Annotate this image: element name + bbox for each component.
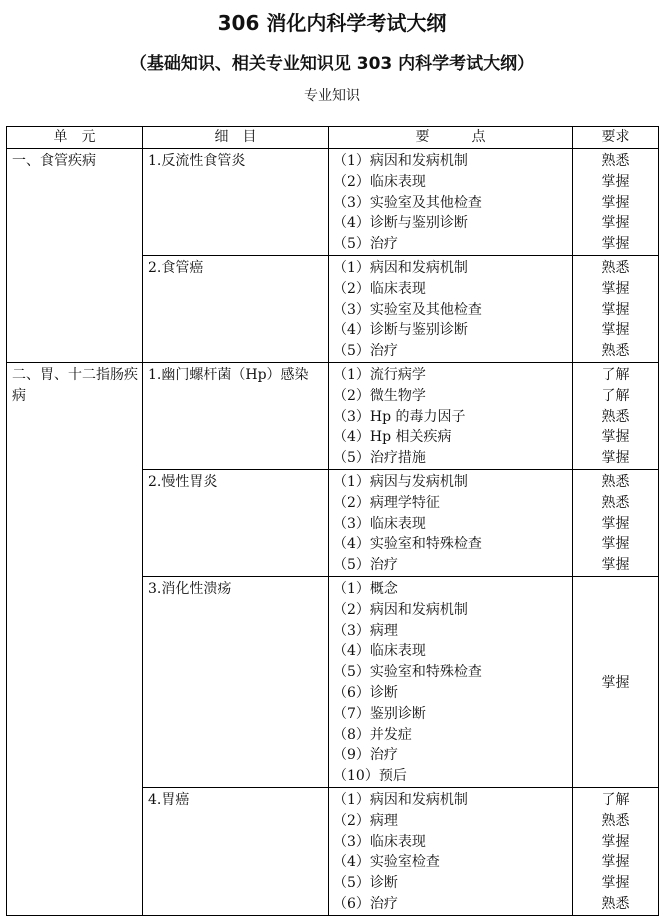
detail-cell: 2.食管癌 <box>143 255 329 362</box>
points-cell <box>329 576 573 787</box>
requirement-item: 掌握 <box>601 875 630 892</box>
point-item: （5）治疗 <box>333 236 398 253</box>
point-item: （2）临床表现 <box>333 173 426 190</box>
requirement-item: 掌握 <box>601 236 630 253</box>
requirement-item: 掌握 <box>601 536 630 553</box>
detail-cell: 2.慢性胃炎 <box>143 469 329 576</box>
detail-cell: 4.胃癌 <box>143 787 329 915</box>
point-item: （2）病因和发病机制 <box>333 601 468 618</box>
point-item: （3）Hp 的毒力因子 <box>333 408 466 425</box>
requirement-item: 掌握 <box>601 833 630 850</box>
point-item: （8）并发症 <box>333 726 412 743</box>
point-item: （9）治疗 <box>333 747 398 764</box>
unit-cell: 一、食管疾病 <box>7 149 143 363</box>
point-item: （1）病因和发病机制 <box>333 791 468 808</box>
requirement-item: 了解 <box>601 791 630 808</box>
points-cell <box>329 787 573 915</box>
requirement-item: 掌握 <box>601 557 630 574</box>
point-item: （3）临床表现 <box>333 515 426 532</box>
point-item: （6）诊断 <box>333 684 398 701</box>
points-cell <box>329 255 573 362</box>
detail-cell: 3.消化性溃疡 <box>143 576 329 787</box>
requirement-item: 掌握 <box>601 194 630 211</box>
point-item: （1）病因与发病机制 <box>333 473 468 490</box>
unit-cell: 二、胃、十二指肠疾病 <box>7 362 143 915</box>
point-item: （7）鉴别诊断 <box>333 705 426 722</box>
header-unit: 单 元 <box>7 127 143 149</box>
requirement-item: 掌握 <box>601 450 630 467</box>
requirement-item: 掌握 <box>601 301 630 318</box>
header-points: 要 点 <box>329 127 573 149</box>
point-item: （5）诊断 <box>333 875 398 892</box>
table-body <box>7 149 659 916</box>
point-item: （4）实验室检查 <box>333 854 440 871</box>
requirement-item: 熟悉 <box>601 812 630 829</box>
point-item: （5）实验室和特殊检查 <box>333 664 482 681</box>
requirement-cell <box>573 255 659 362</box>
requirement-item: 掌握 <box>601 280 630 297</box>
requirement-cell <box>573 149 659 256</box>
points-cell <box>329 469 573 576</box>
points-cell <box>329 362 573 469</box>
requirement-item: 熟悉 <box>601 494 630 511</box>
requirement-item: 掌握 <box>601 515 630 532</box>
requirement-item: 熟悉 <box>601 473 630 490</box>
requirement-cell <box>573 469 659 576</box>
table-header-row <box>7 127 659 149</box>
detail-cell: 1.幽门螺杆菌（Hp）感染 <box>143 362 329 469</box>
requirement-item: 熟悉 <box>601 895 630 912</box>
section-label: 专业知识 <box>304 88 360 104</box>
requirement-item: 掌握 <box>601 322 630 339</box>
point-item: （2）病理学特征 <box>333 494 440 511</box>
point-item: （4）临床表现 <box>333 643 426 660</box>
requirement-item: 熟悉 <box>601 408 630 425</box>
point-item: （2）病理 <box>333 812 398 829</box>
requirement-item: 掌握 <box>601 173 630 190</box>
syllabus-table <box>6 126 659 916</box>
requirement-item: 掌握 <box>601 854 630 871</box>
point-item: （3）临床表现 <box>333 833 426 850</box>
requirement-item: 了解 <box>601 387 630 404</box>
detail-cell: 1.反流性食管炎 <box>143 149 329 256</box>
requirement-item: 熟悉 <box>601 259 630 276</box>
point-item: （5）治疗 <box>333 343 398 360</box>
header-detail: 细 目 <box>143 127 329 149</box>
point-item: （1）病因和发病机制 <box>333 259 468 276</box>
requirement-item: 了解 <box>601 366 630 383</box>
point-item: （5）治疗 <box>333 557 398 574</box>
point-item: （5）治疗措施 <box>333 450 426 467</box>
point-item: （2）临床表现 <box>333 280 426 297</box>
point-item: （4）诊断与鉴别诊断 <box>333 322 468 339</box>
point-item: （3）实验室及其他检查 <box>333 301 482 318</box>
point-item: （6）治疗 <box>333 895 398 912</box>
point-item: （4）诊断与鉴别诊断 <box>333 215 468 232</box>
point-item: （2）微生物学 <box>333 387 426 404</box>
table-row <box>7 149 659 256</box>
point-item: （3）实验室及其他检查 <box>333 194 482 211</box>
point-item: （4）Hp 相关疾病 <box>333 429 452 446</box>
header-requirement: 要求 <box>573 127 659 149</box>
requirement-item: 掌握 <box>601 674 630 691</box>
requirement-item: 掌握 <box>601 215 630 232</box>
table-row <box>7 362 659 469</box>
point-item: （10）预后 <box>333 768 407 785</box>
requirement-item: 熟悉 <box>601 343 630 360</box>
point-item: （1）流行病学 <box>333 366 426 383</box>
points-cell <box>329 149 573 256</box>
requirement-cell <box>573 576 659 787</box>
document-subtitle: （基础知识、相关专业知识见 303 内科学考试大纲） <box>129 54 535 74</box>
point-item: （1）病因和发病机制 <box>333 153 468 169</box>
document-title: 306 消化内科学考试大纲 <box>217 11 447 35</box>
point-item: （3）病理 <box>333 622 398 639</box>
point-item: （1）概念 <box>333 580 398 597</box>
requirement-cell <box>573 787 659 915</box>
requirement-item: 掌握 <box>601 429 630 446</box>
requirement-item: 熟悉 <box>601 153 630 169</box>
point-item: （4）实验室和特殊检查 <box>333 536 482 553</box>
requirement-cell <box>573 362 659 469</box>
